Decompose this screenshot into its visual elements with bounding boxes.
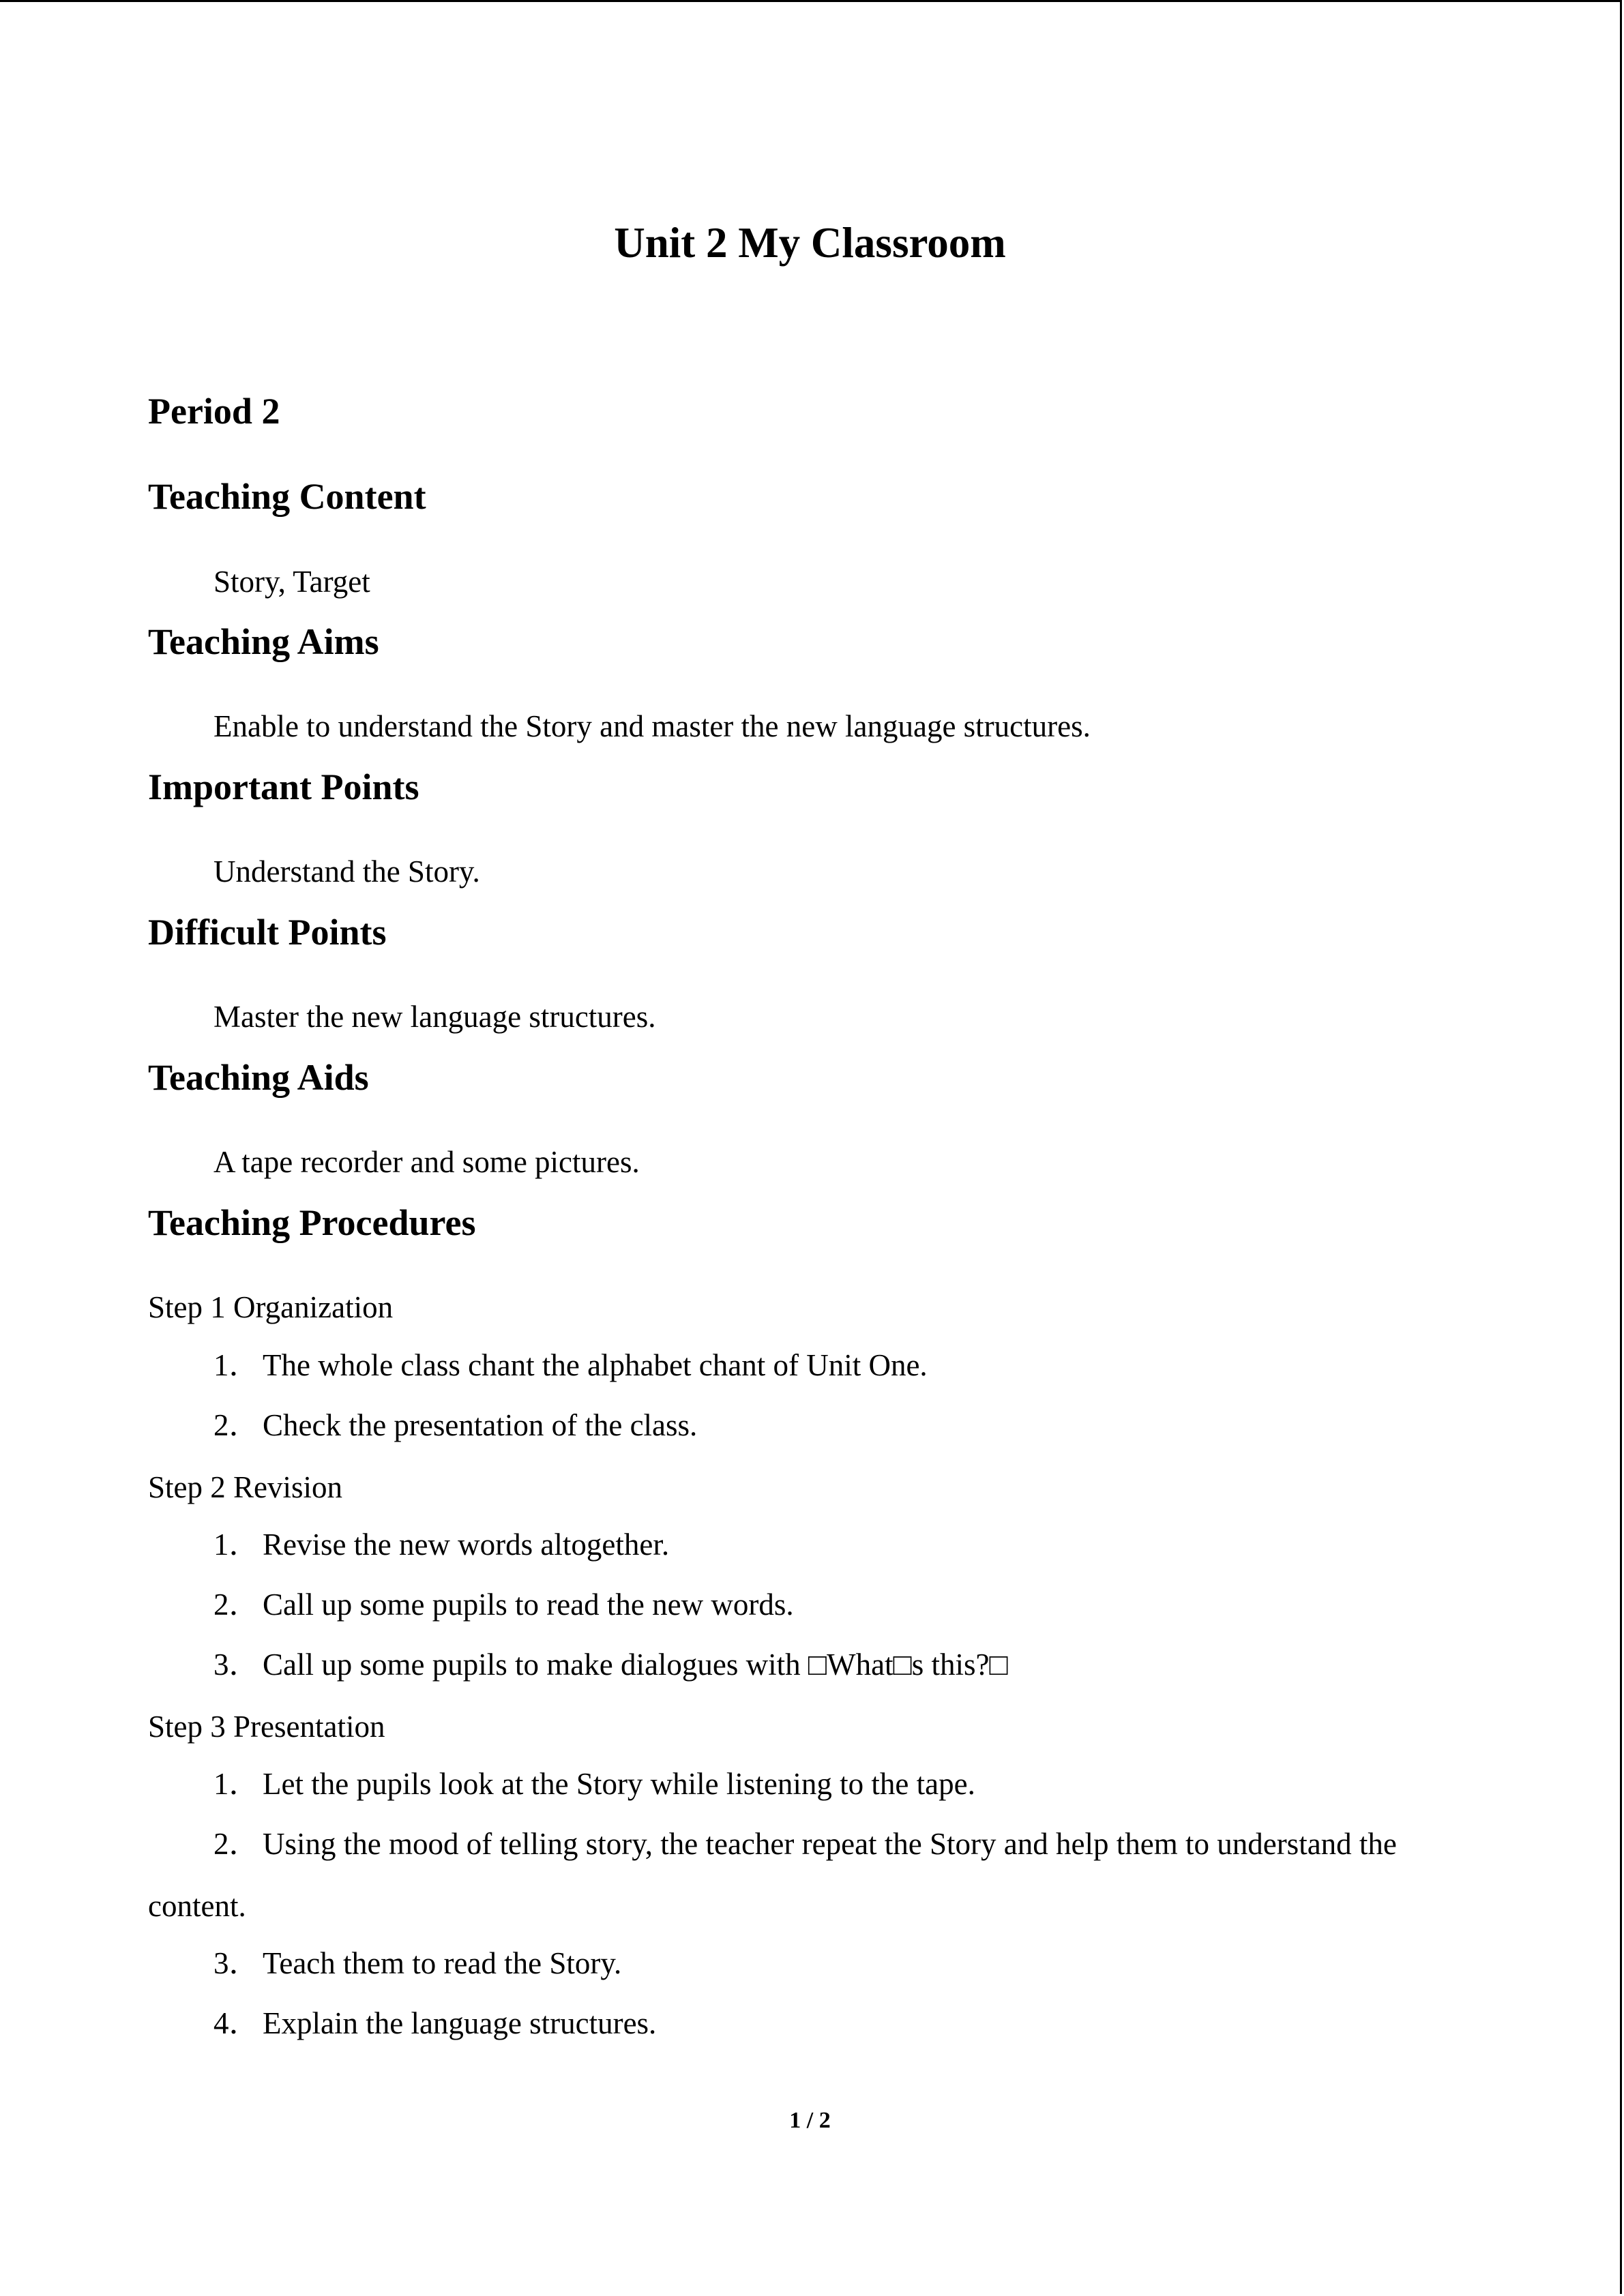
teaching-aids-heading: Teaching Aids (148, 1057, 369, 1098)
list-item (213, 1405, 697, 1446)
list-item (213, 1943, 621, 1984)
teaching-aims-text: Enable to understand the Story and master the new language structures. (213, 709, 1091, 743)
list-item-number: 1． (213, 1767, 260, 1801)
list-item-number: 3． (213, 1648, 260, 1682)
list-item-number: 2． (213, 1408, 260, 1442)
list-item-text: Call up some pupils to make dialogues with □What□s this?□ (263, 1648, 1008, 1682)
step-title: Step 2 Revision (148, 1470, 343, 1504)
list-item (213, 1644, 1008, 1685)
list-item-text: Let the pupils look at the Story while listening to the tape. (263, 1767, 975, 1801)
list-item-text: Using the mood of telling story, the teacher repeat the Story and help them to understand the (263, 1827, 1397, 1861)
list-item (213, 1763, 975, 1804)
page-number: 1 / 2 (789, 2108, 831, 2133)
list-item-number: 3． (213, 1946, 260, 1980)
difficult-points-heading: Difficult Points (148, 912, 387, 953)
important-points-heading: Important Points (148, 766, 419, 807)
list-item-number: 1． (213, 1348, 260, 1382)
teaching-content-heading: Teaching Content (148, 476, 426, 517)
important-points-text: Understand the Story. (213, 854, 480, 889)
step-title: Step 1 Organization (148, 1290, 394, 1324)
list-item (213, 1823, 1397, 1864)
teaching-procedures-heading: Teaching Procedures (148, 1202, 476, 1243)
step-title: Step 3 Presentation (148, 1710, 385, 1744)
list-item-text: Revise the new words altogether. (263, 1527, 670, 1562)
teaching-content-text: Story, Target (213, 565, 370, 599)
list-item-text: The whole class chant the alphabet chant of Unit One. (263, 1348, 928, 1382)
list-item-text: Check the presentation of the class. (263, 1408, 698, 1442)
document-title: Unit 2 My Classroom (614, 219, 1006, 267)
teaching-aids-text: A tape recorder and some pictures. (213, 1145, 640, 1179)
difficult-points-text: Master the new language structures. (213, 1000, 656, 1034)
list-item-number: 2． (213, 1827, 260, 1861)
list-item-text: Explain the language structures. (263, 2006, 657, 2040)
list-item-text: Teach them to read the Story. (263, 1946, 622, 1980)
list-item-text: Call up some pupils to read the new words. (263, 1587, 794, 1622)
list-item (213, 2003, 656, 2044)
list-item-number: 1． (213, 1527, 260, 1562)
teaching-aims-heading: Teaching Aims (148, 621, 379, 662)
period-heading: Period 2 (148, 391, 280, 432)
list-item (213, 1524, 669, 1565)
list-item (213, 1345, 928, 1386)
list-item (213, 1584, 794, 1625)
list-item-continuation: content. (148, 1889, 246, 1923)
list-item-number: 2． (213, 1587, 260, 1622)
list-item-number: 4． (213, 2006, 260, 2040)
